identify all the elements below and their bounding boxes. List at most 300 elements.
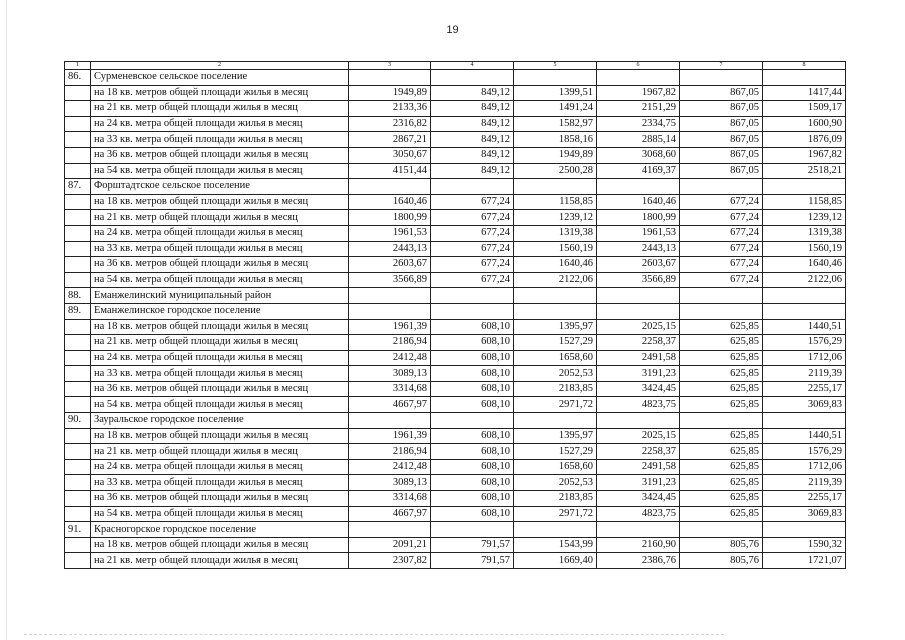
empty-index-cell — [65, 475, 91, 491]
value-cell: 625,85 — [680, 319, 763, 335]
value-cell: 849,12 — [431, 163, 514, 179]
value-cell: 1560,19 — [763, 241, 846, 257]
value-cell: 805,76 — [680, 553, 763, 569]
value-cell: 1543,99 — [514, 537, 597, 553]
table-row — [65, 335, 846, 351]
value-cell: 677,24 — [680, 257, 763, 273]
row-label: на 36 кв. метров общей площади жилья в месяц — [91, 257, 349, 273]
value-cell: 2443,13 — [597, 241, 680, 257]
value-cell: 608,10 — [431, 350, 514, 366]
empty-index-cell — [65, 506, 91, 522]
section-number: 90. — [65, 413, 91, 429]
value-cell: 1658,60 — [514, 459, 597, 475]
value-cell: 1576,29 — [763, 444, 846, 460]
row-label: на 21 кв. метр общей площади жилья в месяц — [91, 101, 349, 117]
value-cell: 677,24 — [431, 210, 514, 226]
section-number: 91. — [65, 522, 91, 538]
table-row — [65, 459, 846, 475]
table-row — [65, 272, 846, 288]
value-cell: 1399,51 — [514, 85, 597, 101]
empty-index-cell — [65, 257, 91, 273]
empty-index-cell — [65, 116, 91, 132]
table-row — [65, 147, 846, 163]
table-row — [65, 553, 846, 569]
value-cell: 625,85 — [680, 475, 763, 491]
empty-cell — [763, 70, 846, 86]
empty-cell — [597, 288, 680, 304]
empty-index-cell — [65, 553, 91, 569]
value-cell: 867,05 — [680, 116, 763, 132]
value-cell: 1712,06 — [763, 459, 846, 475]
value-cell: 3089,13 — [349, 366, 431, 382]
section-title: Сурменевское сельское поселение — [91, 70, 349, 86]
empty-cell — [597, 70, 680, 86]
column-number-cell: 8 — [763, 62, 846, 70]
value-cell: 1527,29 — [514, 335, 597, 351]
value-cell: 791,57 — [431, 537, 514, 553]
value-cell: 1658,60 — [514, 350, 597, 366]
empty-cell — [597, 179, 680, 195]
value-cell: 625,85 — [680, 335, 763, 351]
value-cell: 2307,82 — [349, 553, 431, 569]
row-label: на 54 кв. метра общей площади жилья в месяц — [91, 272, 349, 288]
empty-cell — [431, 303, 514, 319]
table-row — [65, 475, 846, 491]
value-cell: 608,10 — [431, 459, 514, 475]
row-label: на 24 кв. метра общей площади жилья в месяц — [91, 459, 349, 475]
value-cell: 2491,58 — [597, 459, 680, 475]
row-label: на 54 кв. метра общей площади жилья в месяц — [91, 163, 349, 179]
table-row — [65, 537, 846, 553]
row-label: на 54 кв. метра общей площади жилья в месяц — [91, 506, 349, 522]
empty-index-cell — [65, 163, 91, 179]
value-cell: 867,05 — [680, 132, 763, 148]
value-cell: 2186,94 — [349, 335, 431, 351]
table-row — [65, 444, 846, 460]
value-cell: 2412,48 — [349, 459, 431, 475]
value-cell: 2443,13 — [349, 241, 431, 257]
value-cell: 2025,15 — [597, 319, 680, 335]
row-label: на 18 кв. метров общей площади жилья в месяц — [91, 194, 349, 210]
column-number-cell: 1 — [65, 62, 91, 70]
table-row — [65, 257, 846, 273]
value-cell: 1640,46 — [349, 194, 431, 210]
empty-cell — [763, 179, 846, 195]
value-cell: 2334,75 — [597, 116, 680, 132]
value-cell: 677,24 — [680, 210, 763, 226]
value-cell: 1967,82 — [597, 85, 680, 101]
empty-cell — [349, 179, 431, 195]
row-label: на 18 кв. метров общей площади жилья в месяц — [91, 428, 349, 444]
value-cell: 2119,39 — [763, 475, 846, 491]
value-cell: 1961,53 — [597, 225, 680, 241]
value-cell: 2160,90 — [597, 537, 680, 553]
value-cell: 2603,67 — [597, 257, 680, 273]
row-label: на 33 кв. метра общей площади жилья в месяц — [91, 132, 349, 148]
row-label: на 24 кв. метра общей площади жилья в месяц — [91, 116, 349, 132]
value-cell: 1239,12 — [763, 210, 846, 226]
section-row — [65, 522, 846, 538]
empty-index-cell — [65, 366, 91, 382]
value-cell: 625,85 — [680, 506, 763, 522]
value-cell: 4151,44 — [349, 163, 431, 179]
value-cell: 2052,53 — [514, 366, 597, 382]
row-label: на 18 кв. метров общей площади жилья в месяц — [91, 85, 349, 101]
column-number-row — [65, 62, 846, 70]
value-cell: 791,57 — [431, 553, 514, 569]
column-number-cell: 3 — [349, 62, 431, 70]
value-cell: 1319,38 — [763, 225, 846, 241]
table-row — [65, 163, 846, 179]
scan-bottom-noise — [24, 634, 724, 636]
empty-index-cell — [65, 444, 91, 460]
section-number: 89. — [65, 303, 91, 319]
empty-cell — [349, 70, 431, 86]
value-cell: 1967,82 — [763, 147, 846, 163]
empty-cell — [597, 303, 680, 319]
value-cell: 2603,67 — [349, 257, 431, 273]
value-cell: 1158,85 — [514, 194, 597, 210]
value-cell: 849,12 — [431, 147, 514, 163]
value-cell: 1669,40 — [514, 553, 597, 569]
section-row — [65, 70, 846, 86]
value-cell: 867,05 — [680, 163, 763, 179]
empty-index-cell — [65, 272, 91, 288]
value-cell: 1961,39 — [349, 428, 431, 444]
value-cell: 2119,39 — [763, 366, 846, 382]
value-cell: 3191,23 — [597, 475, 680, 491]
value-cell: 2133,36 — [349, 101, 431, 117]
table-row — [65, 319, 846, 335]
value-cell: 1582,97 — [514, 116, 597, 132]
value-cell: 1590,32 — [763, 537, 846, 553]
value-cell: 1395,97 — [514, 319, 597, 335]
value-cell: 1440,51 — [763, 428, 846, 444]
value-cell: 625,85 — [680, 397, 763, 413]
table-row — [65, 116, 846, 132]
empty-cell — [514, 288, 597, 304]
empty-index-cell — [65, 397, 91, 413]
row-label: на 33 кв. метра общей площади жилья в месяц — [91, 475, 349, 491]
value-cell: 2518,21 — [763, 163, 846, 179]
value-cell: 1800,99 — [597, 210, 680, 226]
value-cell: 677,24 — [680, 241, 763, 257]
value-cell: 3068,60 — [597, 147, 680, 163]
value-cell: 608,10 — [431, 381, 514, 397]
value-cell: 1961,39 — [349, 319, 431, 335]
empty-cell — [680, 288, 763, 304]
empty-index-cell — [65, 335, 91, 351]
value-cell: 677,24 — [431, 272, 514, 288]
value-cell: 2255,17 — [763, 491, 846, 507]
value-cell: 2025,15 — [597, 428, 680, 444]
value-cell: 677,24 — [680, 194, 763, 210]
value-cell: 3089,13 — [349, 475, 431, 491]
table-row — [65, 210, 846, 226]
value-cell: 625,85 — [680, 428, 763, 444]
value-cell: 2258,37 — [597, 444, 680, 460]
value-cell: 1239,12 — [514, 210, 597, 226]
empty-index-cell — [65, 132, 91, 148]
value-cell: 4667,97 — [349, 506, 431, 522]
value-cell: 608,10 — [431, 335, 514, 351]
value-cell: 2867,21 — [349, 132, 431, 148]
value-cell: 2091,21 — [349, 537, 431, 553]
empty-cell — [431, 179, 514, 195]
value-cell: 4169,37 — [597, 163, 680, 179]
value-cell: 1949,89 — [349, 85, 431, 101]
value-cell: 2052,53 — [514, 475, 597, 491]
empty-cell — [514, 303, 597, 319]
value-cell: 625,85 — [680, 444, 763, 460]
value-cell: 2151,29 — [597, 101, 680, 117]
value-cell: 608,10 — [431, 491, 514, 507]
value-cell: 625,85 — [680, 381, 763, 397]
value-cell: 2386,76 — [597, 553, 680, 569]
empty-cell — [763, 413, 846, 429]
empty-index-cell — [65, 225, 91, 241]
value-cell: 2186,94 — [349, 444, 431, 460]
value-cell: 1640,46 — [763, 257, 846, 273]
empty-index-cell — [65, 101, 91, 117]
value-cell: 2183,85 — [514, 491, 597, 507]
empty-cell — [763, 288, 846, 304]
value-cell: 608,10 — [431, 475, 514, 491]
table-body — [65, 62, 846, 569]
value-cell: 2258,37 — [597, 335, 680, 351]
value-cell: 1417,44 — [763, 85, 846, 101]
empty-index-cell — [65, 194, 91, 210]
value-cell: 1949,89 — [514, 147, 597, 163]
empty-cell — [431, 288, 514, 304]
value-cell: 2316,82 — [349, 116, 431, 132]
table-row — [65, 85, 846, 101]
value-cell: 2885,14 — [597, 132, 680, 148]
value-cell: 677,24 — [431, 225, 514, 241]
section-row — [65, 413, 846, 429]
value-cell: 1961,53 — [349, 225, 431, 241]
table-row — [65, 101, 846, 117]
empty-index-cell — [65, 428, 91, 444]
value-cell: 1640,46 — [514, 257, 597, 273]
value-cell: 2412,48 — [349, 350, 431, 366]
value-cell: 3566,89 — [597, 272, 680, 288]
column-number-cell: 6 — [597, 62, 680, 70]
value-cell: 625,85 — [680, 491, 763, 507]
value-cell: 1600,90 — [763, 116, 846, 132]
section-title: Форштадтское сельское поселение — [91, 179, 349, 195]
row-label: на 33 кв. метра общей площади жилья в месяц — [91, 241, 349, 257]
empty-index-cell — [65, 241, 91, 257]
row-label: на 21 кв. метр общей площади жилья в месяц — [91, 335, 349, 351]
row-label: на 36 кв. метров общей площади жилья в месяц — [91, 147, 349, 163]
table-row — [65, 350, 846, 366]
value-cell: 2500,28 — [514, 163, 597, 179]
row-label: на 24 кв. метра общей площади жилья в месяц — [91, 350, 349, 366]
empty-cell — [431, 413, 514, 429]
empty-cell — [597, 522, 680, 538]
table-row — [65, 132, 846, 148]
value-cell: 1576,29 — [763, 335, 846, 351]
value-cell: 849,12 — [431, 132, 514, 148]
table-row — [65, 194, 846, 210]
empty-index-cell — [65, 319, 91, 335]
value-cell: 2971,72 — [514, 397, 597, 413]
value-cell: 4823,75 — [597, 506, 680, 522]
empty-cell — [680, 413, 763, 429]
empty-index-cell — [65, 537, 91, 553]
section-title: Красногорское городское поселение — [91, 522, 349, 538]
empty-index-cell — [65, 85, 91, 101]
value-cell: 3314,68 — [349, 491, 431, 507]
value-cell: 867,05 — [680, 101, 763, 117]
empty-cell — [431, 70, 514, 86]
empty-index-cell — [65, 350, 91, 366]
value-cell: 1712,06 — [763, 350, 846, 366]
empty-cell — [514, 413, 597, 429]
empty-cell — [763, 303, 846, 319]
value-cell: 3424,45 — [597, 491, 680, 507]
table-row — [65, 428, 846, 444]
empty-cell — [431, 522, 514, 538]
empty-cell — [349, 413, 431, 429]
empty-cell — [349, 288, 431, 304]
value-cell: 1509,17 — [763, 101, 846, 117]
value-cell: 1319,38 — [514, 225, 597, 241]
empty-cell — [514, 179, 597, 195]
empty-index-cell — [65, 459, 91, 475]
table-row — [65, 225, 846, 241]
value-cell: 608,10 — [431, 506, 514, 522]
value-cell: 608,10 — [431, 366, 514, 382]
row-label: на 24 кв. метра общей площади жилья в месяц — [91, 225, 349, 241]
column-number-cell: 4 — [431, 62, 514, 70]
value-cell: 1395,97 — [514, 428, 597, 444]
value-cell: 625,85 — [680, 459, 763, 475]
row-label: на 18 кв. метров общей площади жилья в месяц — [91, 537, 349, 553]
value-cell: 2971,72 — [514, 506, 597, 522]
empty-cell — [763, 522, 846, 538]
value-cell: 677,24 — [431, 241, 514, 257]
empty-cell — [349, 522, 431, 538]
value-cell: 1721,07 — [763, 553, 846, 569]
value-cell: 849,12 — [431, 116, 514, 132]
section-number: 88. — [65, 288, 91, 304]
value-cell: 867,05 — [680, 85, 763, 101]
empty-index-cell — [65, 491, 91, 507]
row-label: на 21 кв. метр общей площади жилья в месяц — [91, 210, 349, 226]
value-cell: 608,10 — [431, 428, 514, 444]
value-cell: 1640,46 — [597, 194, 680, 210]
value-cell: 2255,17 — [763, 381, 846, 397]
empty-cell — [680, 522, 763, 538]
value-cell: 4667,97 — [349, 397, 431, 413]
value-cell: 4823,75 — [597, 397, 680, 413]
section-title: Зауральское городское поселение — [91, 413, 349, 429]
value-cell: 1858,16 — [514, 132, 597, 148]
empty-cell — [514, 70, 597, 86]
row-label: на 36 кв. метров общей площади жилья в месяц — [91, 381, 349, 397]
value-cell: 608,10 — [431, 319, 514, 335]
section-row — [65, 303, 846, 319]
value-cell: 1800,99 — [349, 210, 431, 226]
value-cell: 2491,58 — [597, 350, 680, 366]
section-number: 86. — [65, 70, 91, 86]
column-number-cell: 5 — [514, 62, 597, 70]
value-cell: 677,24 — [680, 225, 763, 241]
value-cell: 625,85 — [680, 366, 763, 382]
value-cell: 867,05 — [680, 147, 763, 163]
section-row — [65, 179, 846, 195]
table-row — [65, 491, 846, 507]
value-cell: 608,10 — [431, 397, 514, 413]
table-row — [65, 506, 846, 522]
value-cell: 2122,06 — [763, 272, 846, 288]
scan-edge-line — [6, 0, 7, 640]
table-row — [65, 241, 846, 257]
section-title: Еманжелинское городское поселение — [91, 303, 349, 319]
row-label: на 21 кв. метр общей площади жилья в месяц — [91, 553, 349, 569]
value-cell: 849,12 — [431, 101, 514, 117]
table-row — [65, 381, 846, 397]
value-cell: 3314,68 — [349, 381, 431, 397]
row-label: на 54 кв. метра общей площади жилья в месяц — [91, 397, 349, 413]
table-row — [65, 366, 846, 382]
value-cell: 608,10 — [431, 444, 514, 460]
row-label: на 21 кв. метр общей площади жилья в месяц — [91, 444, 349, 460]
value-cell: 3424,45 — [597, 381, 680, 397]
value-cell: 625,85 — [680, 350, 763, 366]
empty-cell — [680, 303, 763, 319]
empty-index-cell — [65, 147, 91, 163]
value-cell: 1527,29 — [514, 444, 597, 460]
value-cell: 1560,19 — [514, 241, 597, 257]
row-label: на 36 кв. метров общей площади жилья в месяц — [91, 491, 349, 507]
section-title: Еманжелинский муниципальный район — [91, 288, 349, 304]
empty-index-cell — [65, 381, 91, 397]
value-cell: 677,24 — [680, 272, 763, 288]
value-cell: 1158,85 — [763, 194, 846, 210]
empty-cell — [514, 522, 597, 538]
row-label: на 33 кв. метра общей площади жилья в месяц — [91, 366, 349, 382]
section-row — [65, 288, 846, 304]
column-number-cell: 7 — [680, 62, 763, 70]
value-cell: 2183,85 — [514, 381, 597, 397]
empty-cell — [680, 70, 763, 86]
empty-cell — [349, 303, 431, 319]
value-cell: 1876,09 — [763, 132, 846, 148]
empty-index-cell — [65, 210, 91, 226]
page-number: 19 — [446, 24, 459, 36]
value-cell: 3069,83 — [763, 506, 846, 522]
tariff-table — [64, 61, 846, 569]
value-cell: 3566,89 — [349, 272, 431, 288]
row-label: на 18 кв. метров общей площади жилья в месяц — [91, 319, 349, 335]
value-cell: 1440,51 — [763, 319, 846, 335]
value-cell: 3050,67 — [349, 147, 431, 163]
empty-cell — [597, 413, 680, 429]
column-number-cell: 2 — [91, 62, 349, 70]
value-cell: 805,76 — [680, 537, 763, 553]
value-cell: 3191,23 — [597, 366, 680, 382]
value-cell: 2122,06 — [514, 272, 597, 288]
value-cell: 849,12 — [431, 85, 514, 101]
value-cell: 3069,83 — [763, 397, 846, 413]
table-row — [65, 397, 846, 413]
value-cell: 1491,24 — [514, 101, 597, 117]
section-number: 87. — [65, 179, 91, 195]
value-cell: 677,24 — [431, 257, 514, 273]
